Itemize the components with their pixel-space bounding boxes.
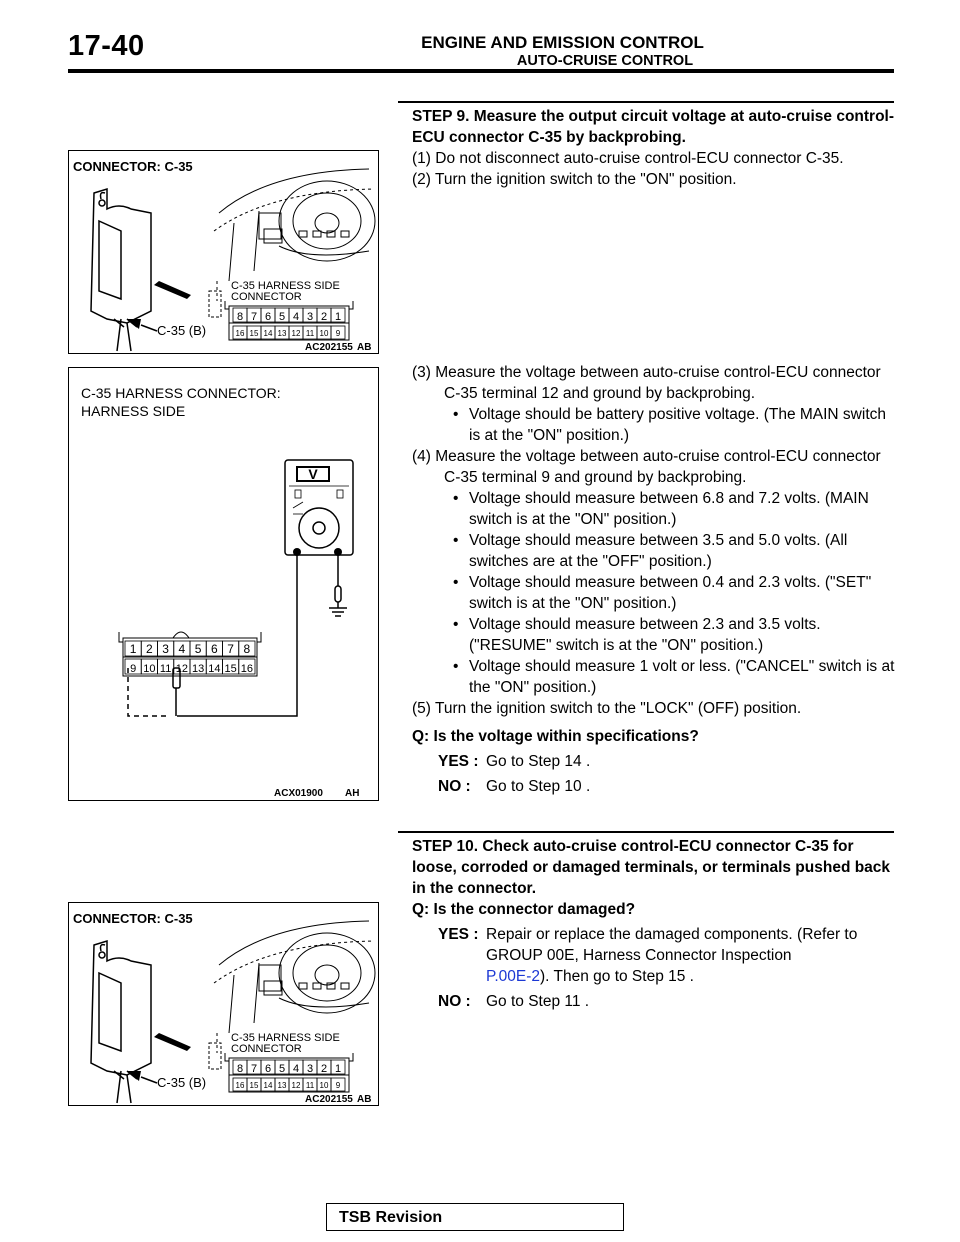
step9-bullet: • Voltage should measure between 0.4 and 2.3 volts. ("SET" switch is at the "ON" position.) <box>412 572 896 614</box>
pin-number: 4 <box>292 311 300 323</box>
no-label: NO : <box>438 778 471 795</box>
harness-connector-figure <box>68 367 379 801</box>
step9-bullet: • Voltage should measure 1 volt or less. ("CANCEL" switch is at the "ON" position.) <box>412 656 896 698</box>
harness-label: CONNECTOR <box>231 291 302 303</box>
pin-number: 6 <box>264 311 272 323</box>
connector-label: C-35 (B) <box>157 323 207 338</box>
pin-number: 6 <box>211 642 218 656</box>
step9-item-2: (2) Turn the ignition switch to the "ON" position. <box>412 171 737 188</box>
pin-number: 12 <box>291 1081 301 1090</box>
pin-number: 1 <box>129 642 137 656</box>
pin-number: 8 <box>243 642 251 656</box>
pin-number: 9 <box>335 1081 341 1090</box>
yes-label: YES : <box>438 926 479 943</box>
step10-no-answer <box>438 991 896 1012</box>
pin-number: 9 <box>335 329 341 338</box>
section-title: ENGINE AND EMISSION CONTROL <box>421 33 704 52</box>
step9-bullet: • Voltage should measure between 2.3 and 3.5 volts. ("RESUME" switch is at the "ON" position.) <box>412 614 896 656</box>
pin-number: 5 <box>194 642 202 656</box>
arrow-icon <box>127 319 141 329</box>
no-text: Go to Step 11 . <box>486 993 590 1010</box>
pin-number: 2 <box>320 311 328 323</box>
figure-title: HARNESS SIDE <box>81 403 186 419</box>
pin-number: 14 <box>208 663 221 675</box>
pin-number: 4 <box>292 1063 300 1075</box>
connector-location-figure <box>68 150 379 354</box>
step10-title: STEP 10. Check auto-cruise control-ECU connector C-35 for loose, corroded or damaged terminals, or terminals pushed back in the connector. <box>412 838 891 897</box>
pin-number: 13 <box>277 329 287 338</box>
header-rule <box>68 69 894 73</box>
no-label: NO : <box>438 993 471 1010</box>
pin-number: 4 <box>178 642 186 656</box>
step10-question: Q: Is the connector damaged? <box>412 901 636 918</box>
figure-code-suffix: AB <box>357 342 372 353</box>
pin-number: 11 <box>305 329 315 338</box>
yes-text <box>486 924 896 987</box>
connector-label: C-35 (B) <box>157 1075 207 1090</box>
step10-rule <box>398 831 894 833</box>
figure-code: ACX01900 <box>274 788 323 799</box>
yes-text-part1: Repair or replace the damaged components. (Refer to GROUP 00E, Harness Connector Inspection <box>486 926 858 964</box>
pin-number: 6 <box>264 1063 272 1075</box>
step9-title: STEP 9. Measure the output circuit voltage at auto-cruise control-ECU connector C-35 by backprobing. <box>412 108 895 146</box>
yes-text: Go to Step 14 . <box>486 753 591 770</box>
pin-number: 7 <box>227 642 234 656</box>
step9-item-3: (3) Measure the voltage between auto-cruise control-ECU connector C-35 terminal 12 and ground by backprobing. <box>412 364 881 402</box>
pin-number: 3 <box>306 311 314 323</box>
arrow-icon <box>154 281 191 299</box>
figure-title: C-35 HARNESS CONNECTOR: <box>81 385 281 401</box>
pin-number: 11 <box>305 1081 315 1090</box>
pin-number: 15 <box>224 663 237 675</box>
pin-number: 16 <box>240 663 253 675</box>
pin-number: 15 <box>249 1081 259 1090</box>
harness-label: C-35 HARNESS SIDE <box>231 1032 340 1044</box>
pin-number: 7 <box>250 311 258 323</box>
pin-number: 11 <box>159 663 172 675</box>
pin-number: 3 <box>162 642 169 656</box>
pin-number: 5 <box>278 1063 286 1075</box>
pin-number: 10 <box>143 663 156 675</box>
voltmeter-icon <box>285 460 353 555</box>
pin-number: 13 <box>277 1081 287 1090</box>
pin-number: 9 <box>130 663 137 675</box>
arrow-icon <box>127 1071 141 1081</box>
figure-code: AC202155 <box>305 1094 353 1105</box>
arrow-icon <box>154 1033 191 1051</box>
pin-number: 3 <box>306 1063 314 1075</box>
step9-measure-block <box>412 362 896 797</box>
pin-number: 1 <box>334 1063 342 1075</box>
figure-title: CONNECTOR: C-35 <box>73 911 193 926</box>
pin-number: 16 <box>235 1081 245 1090</box>
figure-code: AC202155 <box>305 342 353 353</box>
pin-number: 5 <box>278 311 286 323</box>
no-text: Go to Step 10 . <box>486 778 591 795</box>
pin-number: 12 <box>291 329 301 338</box>
step9-rule <box>398 101 894 103</box>
pin-number: 7 <box>250 1063 258 1075</box>
step9-yes-answer <box>438 751 896 772</box>
pin-number: 13 <box>192 663 205 675</box>
step10-yes-answer <box>438 924 896 987</box>
step9-bullet: • Voltage should measure between 3.5 and 5.0 volts. (All switches are at the "OFF" position.) <box>412 530 896 572</box>
yes-text-part2: ). Then go to Step 15 . <box>540 968 694 985</box>
pin-number: 8 <box>236 311 244 323</box>
step9-bullet: • Voltage should be battery positive voltage. (The MAIN switch is at the "ON" position.) <box>412 404 896 446</box>
pin-number: 2 <box>320 1063 328 1075</box>
harness-label: C-35 HARNESS SIDE <box>231 280 340 292</box>
pin-number: 16 <box>235 329 245 338</box>
step9-question: Q: Is the voltage within specifications? <box>412 728 699 745</box>
reference-link[interactable]: P.00E-2 <box>486 968 541 985</box>
meter-symbol: V <box>308 466 318 482</box>
step10-block <box>412 836 896 1012</box>
pin-number: 10 <box>319 329 329 338</box>
pin-number: 10 <box>319 1081 329 1090</box>
pin-number: 12 <box>175 663 188 675</box>
pin-number: 8 <box>236 1063 244 1075</box>
step9-no-answer <box>438 776 896 797</box>
step9-block <box>412 106 896 190</box>
figure-title: CONNECTOR: C-35 <box>73 159 193 174</box>
tsb-revision-box: TSB Revision <box>326 1203 624 1231</box>
pin-number: 14 <box>263 329 273 338</box>
connector-location-figure-2 <box>68 902 379 1106</box>
pin-number: 1 <box>334 311 342 323</box>
figure-code-suffix: AH <box>345 788 360 799</box>
step9-item-1: (1) Do not disconnect auto-cruise control-ECU connector C-35. <box>412 150 844 167</box>
pin-number: 14 <box>263 1081 273 1090</box>
section-subtitle: AUTO-CRUISE CONTROL <box>516 53 694 69</box>
harness-label: CONNECTOR <box>231 1043 302 1055</box>
step9-bullet: • Voltage should measure between 6.8 and 7.2 volts. (MAIN switch is at the "ON" position.) <box>412 488 896 530</box>
step9-item-4: (4) Measure the voltage between auto-cruise control-ECU connector C-35 terminal 9 and ground by backprobing. <box>412 448 881 486</box>
figure-code-suffix: AB <box>357 1094 372 1105</box>
pin-number: 2 <box>146 642 153 656</box>
yes-label: YES : <box>438 753 479 770</box>
step9-item-5: (5) Turn the ignition switch to the "LOCK" (OFF) position. <box>412 700 802 717</box>
pin-number: 15 <box>249 329 259 338</box>
page-number: 17-40 <box>68 30 145 62</box>
